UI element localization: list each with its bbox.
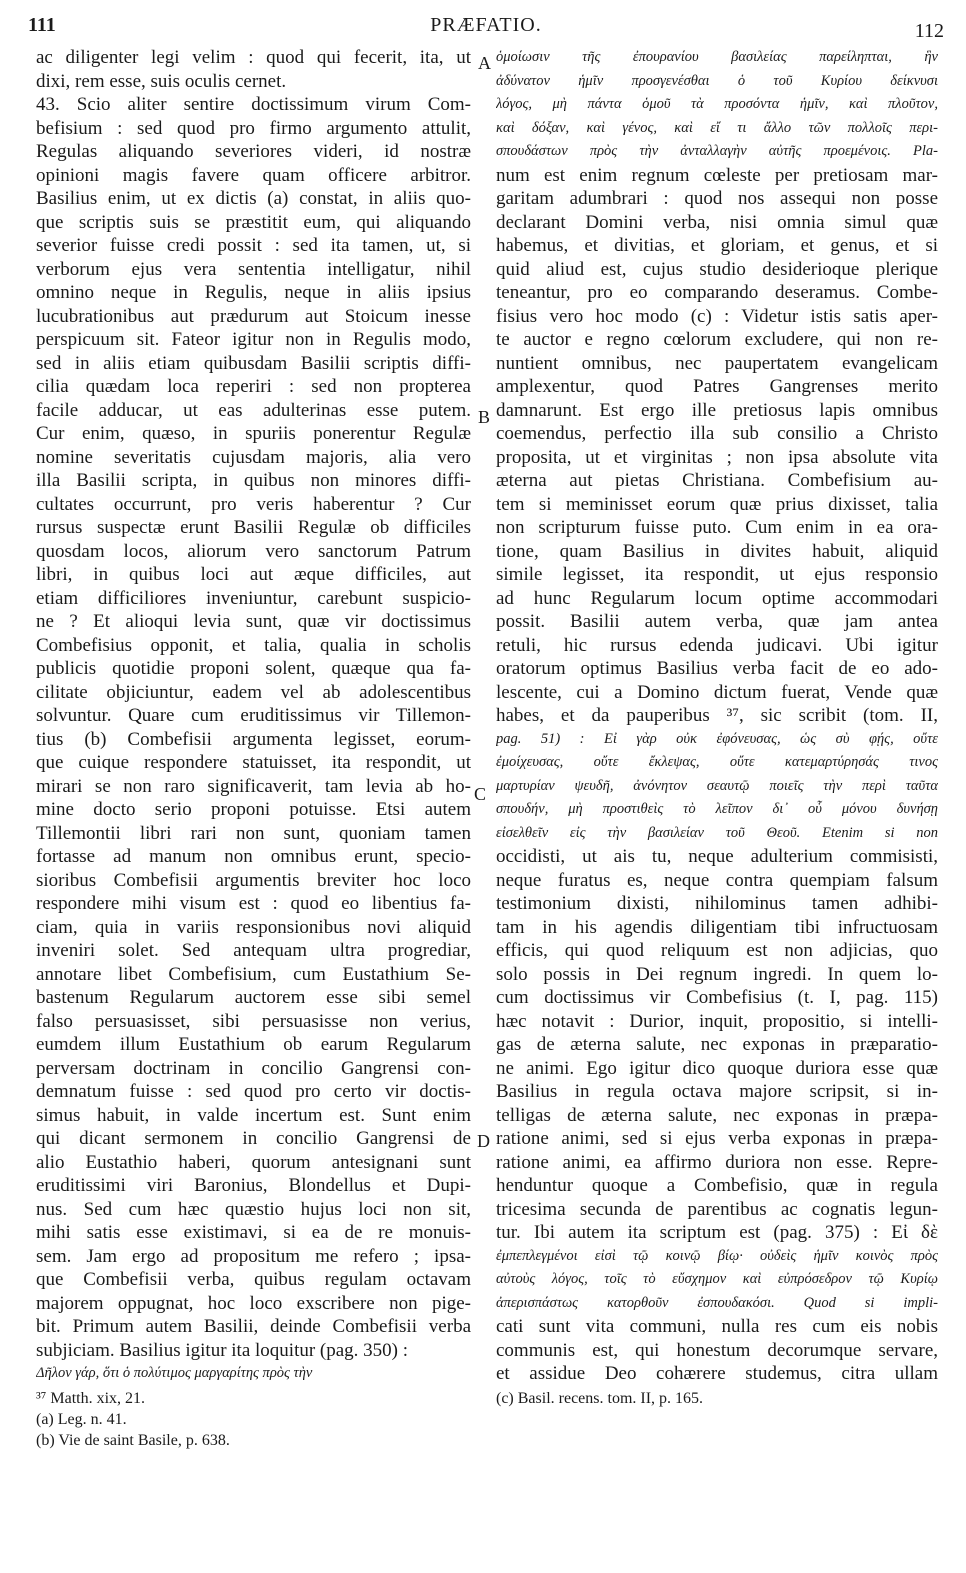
text-line: 43. Scio aliter sentire doctissimum virum Com- [36,94,471,115]
text-line: Tillemontii libri rari non sunt, quoniam tamen [36,822,471,844]
text-line: et assidue Deo cohærere studemus, citra ullam [496,1363,938,1384]
text-line: quosdam locos, aliorum vero sanctorum Patrum [36,540,471,562]
text-line: nomine severitatis cujusdam majoris, alia vero [36,446,471,468]
text-line: majorem oppugnat, hoc loco exscribere non pige- [36,1292,471,1314]
text-line: declarant Domini verba, nisi omnia simul quæ [496,211,938,233]
text-line: mihi satis esse existimavi, si ea de re monuis- [36,1222,471,1243]
text-line: telligas de æterna salute, nec exponas in præpa- [496,1104,938,1126]
text-line: publicis quotidie proponi solent, quæque qua fa- [36,658,471,679]
text-line: subjiciam. Basilius igitur ita loquitur (pag. 350) : [36,1339,409,1361]
left-column [36,46,471,1451]
text-line: sem. Jam ergo ad propositum me refero ; ipsa- [36,1245,471,1267]
text-line: que cuique respondere statuisset, ita respondit, ut [36,752,471,773]
text-line: demnatum fuisse : sed quod pro certo vir doctis- [36,1081,471,1102]
text-line: αὐτοὺς λόγος, τοῖς τὸ εὔσχημον καὶ εὐπρόσεδρον τῷ Κυρίῳ [496,1271,938,1287]
page-header [28,12,944,42]
margin-letter-b: B [478,407,491,427]
text-line: lescente, cui a Domino dictum fuerat, Vende quæ [496,681,938,703]
text-line: non scripturum fuisse puto. Cum enim in ea ora- [496,517,938,538]
text-line: ad hunc Regularum locum optime accommodari [496,587,938,609]
text-line: καὶ δόξαν, καὶ γένος, καὶ εἴ τι ἄλλο τῶν πολλοῖς περι- [496,119,938,136]
text-line: quid aliud est, cujus studio desiderioque plerique [496,258,938,280]
text-line: habemus, et divitias, et gloriam, et genus, et si [496,235,938,256]
running-title: PRÆFATIO. [430,14,542,36]
text-line: efficis, qui quod reliquum est non adjicias, quo [496,940,938,961]
text-line: lucubrationibus aut prædurum aut Stoicum inesse [36,305,471,327]
text-line: coemendus, perfectio illa sub consilio a Christo [496,423,938,444]
text-line: communis est, qui honestum decorumque servare, [496,1339,938,1361]
page-number-left: 111 [28,14,56,36]
text-line: befisium : sed quod pro firmo argumento attulit, [36,117,471,139]
text-line: etiam difficiliores inveniuntur, carebunt suspicio- [36,587,471,609]
text-line: bastenum Regularum auctorem esse sibi semel [36,987,471,1008]
text-line: falso persuasisset, sibi persuasisse non verius, [36,1010,471,1032]
text-line: annotare libet Combefisium, cum Eustathium Se- [36,963,471,985]
text-line: verborum ejus vera sententia intelligatur, nihil [36,258,471,280]
text-line: respondere mihi visum est : quod eo libentius fa- [36,893,471,914]
text-line: ac diligenter legi velim : quod qui fecerit, ita, ut [36,47,471,68]
text-line: nuntient omnibus, nec paupertatem evangelicam [496,352,938,374]
text-line: simile legisset, ita respondit, ut ejus responsio [496,564,938,585]
text-line: alio Eustathio haberi, quorum antesignani sunt [36,1151,471,1173]
footnote: (c) Basil. recens. tom. II, p. 165. [496,1389,704,1407]
text-line: Cur enim, quæso, in spuriis ponerentur Regulæ [36,423,471,444]
text-line: garitam adumbrari : quod nos assequi non posse [496,188,938,209]
text-line: Regulas aliquando severiores videri, id nostræ [36,141,471,162]
text-line: tricesima secunda de parentibus ac cognatis legun- [496,1198,938,1220]
greek-text-line: Δῆλον γάρ, ὅτι ὁ πολύτιμος μαργαρίτης πρὸς τὴν [36,1365,313,1381]
footnote: ³⁷ Matth. xix, 21. [36,1389,146,1407]
text-line: λόγος, μὴ πάντα ὁμοῦ τὰ προσόντα ἡμῖν, καὶ πλοῦτον, [496,96,938,112]
text-line: simus habuit, in valde incertum est. Sunt enim [36,1104,471,1126]
text-line: ne animi. Ego igitur dico quoque duriora esse quæ [496,1057,938,1079]
text-line: occidisti, ut ais tu, neque adulterium commisisti, [496,846,938,867]
text-line: te auctor e regno cœlorum excludere, qui non re- [496,329,938,350]
text-line: ὁμοίωσιν τῆς ἐπουρανίου βασιλείας παρείληπται, ἣν [496,49,938,65]
text-line: sioribus Combefisii argumentis breviter hoc loco [36,869,471,891]
text-line: inveniri solet. Sed antequam ultra progrediar, [36,940,471,961]
text-line: ἐμπεπλεγμένοι εἰσὶ τῷ κοινῷ βίῳ· οὐδεὶς ἡμῖν κοινὸς πρὸς [496,1247,938,1264]
text-line: perspicuum sit. Fateor igitur non in Regulis modo, [36,329,471,350]
footnote: (b) Vie de saint Basile, p. 638. [36,1431,230,1449]
text-line: solvuntur. Quare cum eruditissimus vir Tillemon- [36,705,471,726]
text-line: tius (b) Combefisii argumenta legisset, eorum- [36,728,471,750]
right-column [496,46,938,1409]
text-line: teneantur, pro eo comparando deseramus. Combe- [496,282,938,303]
text-line: cati sunt vita communi, nulla res cum eis nobis [496,1316,938,1337]
text-line: eumdem illum Eustathium ob earum Regularum [36,1034,471,1055]
text-line: Basilius enim, ut ex dictis (a) constat, in aliis quo- [36,188,471,209]
text-line: severior fuisse credi possit : sed ita tamen, ut, si [36,235,471,256]
text-line: Combefisius opponit, et talia, qualia in scholis [36,634,471,656]
text-line: mine docto serio proponi potuisse. Etsi autem [36,799,471,820]
text-line: ratione animi, ea affirmo duriora non esse. Repre- [496,1151,938,1173]
text-line: hæc notavit : Durior, inquit, propositio, si intelli- [496,1010,938,1032]
text-line: illa Basilii scripta, in quibus non minores diffi- [36,470,471,491]
text-line: amplexentur, quod Patres Gangrenses merito [496,376,938,397]
text-line: σπουδάστων πρὸς τὴν ἀνταλλαγὴν αὐτῆς προεμένοις. Pla- [496,143,938,159]
text-line: tem si meminisset eorum quæ prius dixisset, talia [496,493,938,515]
text-line: cilitate objiciuntur, eadem vel ab adolescentibus [36,681,471,703]
text-line: nus. Sed cum hæc quæstio hujus loci non sit, [36,1198,471,1220]
text-line: ciam, quia in variis responsionibus novi aliquid [36,916,471,938]
text-line: habes, et da pauperibus ³⁷, sic scribit (tom. II, [496,705,938,726]
text-line: neque furatus es, neque contra quempiam falsum [496,869,938,891]
text-line: tur. Ibi autem ita scriptum est (pag. 375) : Εἰ δὲ [496,1222,938,1243]
text-line: eruditissimi viri Baronius, Blondellus et Dupi- [36,1175,471,1196]
text-line: fortasse ad manum non omnibus erunt, specio- [36,846,471,867]
text-line: bit. Primum autem Basilii, deinde Combefisii verba [36,1316,471,1337]
text-line: mirari se non raro significaverit, tam levia ab ho- [36,775,471,797]
text-line: opinioni magis favere quam officere arbitror. [36,164,471,186]
text-line: Basilius in regula octava majore scripsit, si in- [496,1081,938,1102]
text-line: henduntur quoque a Combefisio, quæ in regula [496,1175,938,1196]
text-line: gas de æterna salute, nec exponas in præparatio- [496,1034,938,1055]
page-number-right: 112 [914,20,944,42]
margin-letter-c: C [474,784,487,804]
text-line: rursus suspectæ erunt Basilii Regulæ ob difficiles [36,517,471,538]
text-line: æterna aut pietas Christiana. Combefisium au- [496,470,938,491]
text-line: qui dicant sermonem in concilio Gangrensi de [36,1128,471,1149]
text-line: ἀδύνατον ἡμῖν προσγενέσθαι ὁ τοῦ Κυρίου δείκνυσι [496,72,938,89]
text-line: fisius vero hoc modo (c) : Videtur istis satis aper- [496,305,938,327]
text-line: que scriptis suis se præstitit eum, qui aliquando [36,211,471,233]
text-line: proposita, ut et virginitas ; non ipsa absolute vita [496,446,938,468]
text-line: sed in aliis etiam quibusdam Basilii scriptis diffi- [36,352,471,374]
text-line: cultates occurrunt, pro veris haberentur ? Cur [36,493,471,515]
text-line: pag. 51) : Εἰ γὰρ οὐκ ἐφόνευσας, ὡς σὺ φῄς, οὔτε [496,730,938,747]
text-line: cilia quædam loca reperiri : sed non propterea [36,376,471,397]
text-line: facile adducar, ut eas adulterinas esse putem. [36,399,471,421]
margin-letter-d: D [477,1131,490,1151]
text-line: tam in his agendis diligentiam tibi infructuosam [496,916,938,938]
text-line: εἰσελθεῖν εἰς τὴν βασιλείαν τοῦ Θεοῦ. Etenim si non [496,824,938,841]
text-line: cum doctissimus vir Combefisius (t. I, pag. 115) [496,987,938,1008]
text-line: solo possis in Dei regnum ingredi. In quem lo- [496,963,938,985]
text-line: damnarunt. Est ergo ille pretiosus lapis omnibus [496,399,938,421]
text-line: tione, quam Basilius in divites habuit, aliquid [496,540,938,562]
text-line: ratione animi, sed si ejus verba exponas in præpa- [496,1128,938,1149]
text-line: perversam doctrinam in concilio Gangrensi con- [36,1057,471,1079]
text-line: retuli, hic rursus edenda judicavi. Ubi igitur [496,634,938,656]
text-line: dixi, rem esse, suis oculis cernet. [36,70,287,92]
footnote: (a) Leg. n. 41. [36,1410,127,1428]
text-line: σπουδήν, μὴ προστιθεὶς τὸ λεῖπον δι᾽ οὗ μόνου δυνήσῃ [496,801,938,817]
text-line: ἐμοίχευσας, οὔτε ἔκλεψας, οὔτε κατεμαρτύρησάς τινος [496,754,938,770]
text-line: oratorum optimus Basilius verba facit de eo ado- [496,658,938,679]
text-line: que Combefisii verba, quibus regulam octavam [36,1269,471,1290]
text-line: ne ? Et alioqui levia sunt, quæ vir doctissimus [36,611,471,632]
text-line: possit. Basilii autem verba, quæ jam antea [496,611,938,632]
text-line: μαρτυρίαν ψευδῆ, ἀνόνητον σεαυτῷ ποιεῖς τὴν περὶ ταῦτα [496,777,938,794]
text-line: libri, in quibus loci aut æque difficiles, aut [36,564,471,585]
text-line: omnino neque in Regulis, neque in aliis ipsius [36,282,471,303]
text-line: testimonium dixisti, nihilominus tamen adhibi- [496,893,938,914]
text-line: num est enim regnum cœleste per pretiosam mar- [496,164,938,186]
margin-letter-a: A [478,53,491,73]
text-line: ἀπερισπάστως κατορθοῦν ἐσπουδακόσι. Quod si impli- [496,1294,938,1311]
